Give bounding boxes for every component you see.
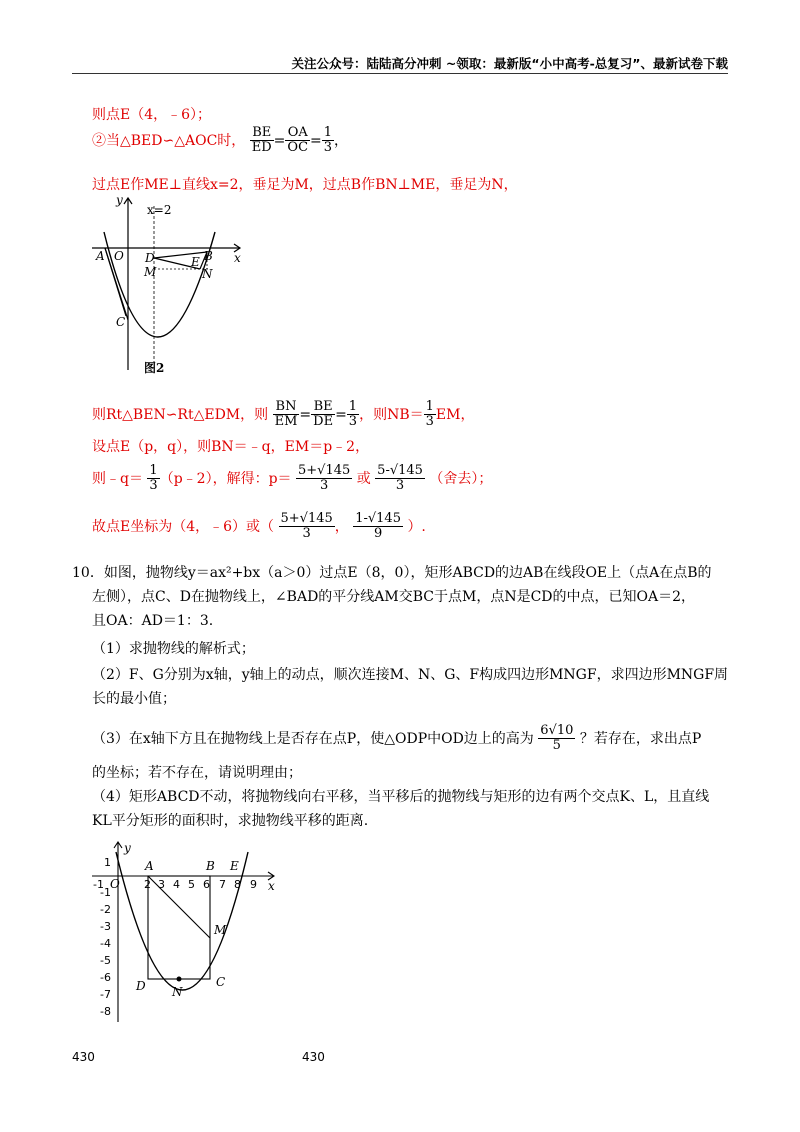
- fig1-label-M: M: [144, 265, 157, 279]
- solution-line-3: 过点E作ME⊥直线x=2，垂足为M，过点B作BN⊥ME，垂足为N，: [92, 177, 518, 193]
- fraction: [296, 464, 352, 494]
- y-tick-1: 1: [104, 856, 111, 869]
- x-tick-8: 8: [234, 878, 241, 891]
- denominator: 3: [319, 478, 329, 494]
- fraction: [424, 400, 436, 430]
- text: 则﹣q＝: [92, 470, 143, 487]
- fig1-caption: 图2: [144, 361, 165, 375]
- denominator: 3: [302, 526, 311, 542]
- denominator: 3: [323, 140, 333, 156]
- fig1-label-x: x: [234, 251, 241, 265]
- fig2-label-B: B: [206, 859, 215, 873]
- text: （3）在x轴下方且在抛物线上是否存在点P，使△ODP中OD边上的高为: [92, 730, 534, 747]
- question-2-line-1: （2）F、G分别为x轴，y轴上的动点，顺次连接M、N、G、F构成四边形MNGF，求四边形MNGF周: [92, 667, 729, 683]
- text: EM，: [435, 406, 475, 423]
- fig2-label-x: x: [268, 879, 275, 893]
- problem-10-line-3: 且OA：AD＝1：3.: [92, 613, 214, 629]
- fig1-label-E: E: [191, 255, 200, 269]
- numerator: 5+√145: [280, 511, 333, 526]
- numerator: 1: [425, 399, 434, 414]
- text: （p﹣2），解得：p＝: [159, 470, 292, 487]
- numerator: BE: [250, 126, 274, 141]
- fig1-label-D: D: [145, 251, 155, 265]
- x-tick-4: 4: [173, 878, 180, 891]
- question-2-line-2: 长的最小值；: [92, 691, 176, 707]
- question-3-line-2: 的坐标；若不存在，请说明理由；: [92, 765, 302, 781]
- y-tick-neg4: -4: [100, 937, 111, 950]
- text: ，: [334, 132, 349, 149]
- x-tick-2: 2: [144, 878, 151, 891]
- fraction: [322, 126, 334, 156]
- fraction: [250, 126, 274, 156]
- denominator: OC: [287, 140, 309, 156]
- page-number-center: 430: [302, 1050, 325, 1064]
- denominator: 3: [425, 414, 434, 430]
- solution-line-7: [92, 512, 426, 542]
- fig2-label-O: O: [110, 877, 120, 891]
- fig1-label-O: O: [114, 249, 124, 263]
- text: ，: [334, 518, 349, 535]
- numerator: BN: [273, 400, 300, 415]
- numerator: 5-√145: [377, 463, 423, 478]
- numerator: 1: [149, 463, 158, 478]
- y-tick-neg3: -3: [100, 920, 111, 933]
- text: 则Rt△BEN∽Rt△EDM，则: [92, 406, 269, 423]
- denominator: 3: [149, 478, 158, 494]
- fraction: [311, 400, 335, 430]
- page-header: 关注公众号：陆陆高分冲刺 ~领取：最新版“小中高考-总复习”、最新试卷下载: [291, 56, 728, 71]
- solution-line-6: [92, 464, 492, 494]
- fig1-label-x2: x=2: [147, 203, 172, 217]
- x-tick-9: 9: [250, 878, 257, 891]
- fig2-label-y: y: [124, 841, 131, 855]
- x-tick-6: 6: [203, 878, 210, 891]
- x-tick-5: 5: [188, 878, 195, 891]
- fig2-label-C: C: [216, 975, 226, 989]
- numerator: 1: [323, 125, 333, 140]
- x-tick-3: 3: [158, 878, 165, 891]
- denominator: ED: [251, 140, 272, 156]
- solution-line-2: ②当△BED∽△AOC时， $\frac{BE}{ED}$ = $\frac{OA}{OC}$ = $\frac{1}{3}$ ，: [92, 125, 349, 156]
- numerator: 1: [348, 399, 358, 414]
- x-tick-7: 7: [219, 878, 226, 891]
- question-1: （1）求抛物线的解析式；: [92, 641, 255, 657]
- solution-line-5: 设点E（p，q），则BN＝﹣q，EM＝p﹣2，: [92, 439, 370, 455]
- fraction: [347, 400, 359, 430]
- denominator: 3: [348, 414, 358, 430]
- fig1-label-A: A: [96, 249, 105, 263]
- text: ）.: [407, 518, 426, 535]
- fraction: [279, 512, 335, 542]
- question-3-line-1: [92, 724, 701, 754]
- fig1-label-y: y: [116, 193, 123, 207]
- text: （舍去）；: [429, 470, 493, 487]
- numerator: 6√10: [540, 723, 574, 738]
- fig2-label-D: D: [136, 979, 146, 993]
- page-number-left: 430: [72, 1050, 95, 1064]
- numerator: BE: [311, 400, 335, 415]
- fig1-label-B: B: [204, 249, 213, 263]
- solution-line-4: 则Rt△BEN∽Rt△EDM，则 $\frac{BN}{EM}$ = $\frac{BE}{DE}$ = $\frac{1}{3}$ ，则NB＝ $\frac{1}{3}$ EM，: [92, 399, 475, 430]
- y-tick-neg6: -6: [100, 971, 111, 984]
- denominator: 9: [373, 526, 383, 542]
- point-N-dot: [177, 977, 182, 982]
- solution-line-1: 则点E（4，﹣6）；: [92, 107, 212, 123]
- fig2-label-A: A: [145, 859, 154, 873]
- numerator: 5+√145: [298, 463, 351, 478]
- fraction: [273, 400, 300, 430]
- denominator: 5: [552, 738, 561, 754]
- fraction: [375, 464, 425, 494]
- x-tick-neg1: -1: [93, 878, 104, 891]
- question-4-line-2: KL平分矩形的面积时，求抛物线平移的距离.: [92, 813, 369, 829]
- fig2-label-E: E: [230, 859, 239, 873]
- fig1-label-C: C: [116, 315, 126, 329]
- y-tick-neg1: -1: [100, 886, 111, 899]
- text: ，则NB＝: [359, 406, 424, 423]
- text: ？若存在，求出点P: [579, 730, 702, 747]
- denominator: 3: [395, 478, 405, 494]
- denominator: DE: [313, 414, 334, 430]
- y-tick-neg2: -2: [100, 903, 111, 916]
- y-tick-neg8: -8: [100, 1005, 111, 1018]
- text: 或: [356, 470, 371, 487]
- fraction: [538, 724, 575, 754]
- figure-2-parabola: [88, 838, 288, 1026]
- question-4-line-1: （4）矩形ABCD不动，将抛物线向右平移，当平移后的抛物线与矩形的边有两个交点K、L，且直线: [92, 789, 710, 805]
- denominator: EM: [274, 414, 298, 430]
- header-rule: [72, 73, 728, 74]
- fraction: [285, 126, 310, 156]
- numerator: 1-√145: [355, 511, 401, 526]
- fig2-label-N: N: [172, 985, 183, 999]
- numerator: OA: [285, 126, 310, 141]
- y-tick-neg5: -5: [100, 954, 111, 967]
- fig2-label-M: M: [214, 923, 227, 937]
- figure-1-parabola: [92, 192, 252, 376]
- y-tick-neg7: -7: [100, 988, 111, 1001]
- problem-10-line-2: 左侧），点C、D在抛物线上，∠BAD的平分线AM交BC于点M，点N是CD的中点，已知OA＝2，: [92, 589, 696, 605]
- fraction: [147, 464, 159, 494]
- fraction: [353, 512, 403, 542]
- text: 故点E坐标为（4，﹣6）或（: [92, 518, 275, 535]
- problem-10-line-1: 10．如图，抛物线y＝ax²+bx（a＞0）过点E（8，0），矩形ABCD的边AB在线段OE上（点A在点B的: [72, 565, 712, 581]
- fig1-label-N: N: [202, 267, 213, 281]
- text: ②当△BED∽△AOC时，: [92, 132, 246, 149]
